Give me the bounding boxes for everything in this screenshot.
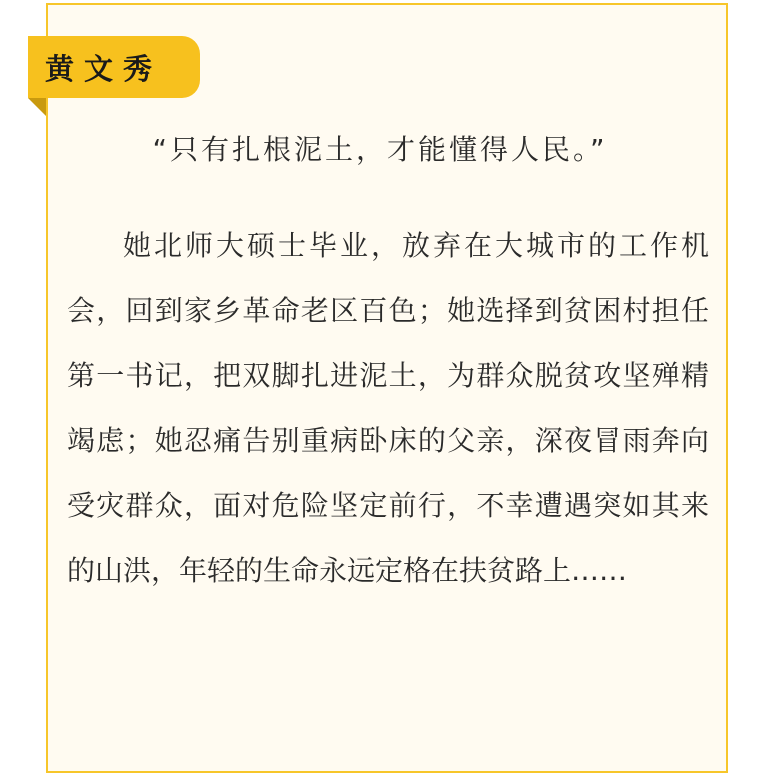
biography-paragraph: 她北师大硕士毕业，放弃在大城市的工作机会，回到家乡革命老区百色；她选择到贫困村担任第一书记，把双脚扎进泥土，为群众脱贫攻坚殚精竭虑；她忍痛告别重病卧床的父亲，深夜冒雨奔向受灾群众，面对危险坚定前行，不幸遭遇突如其来的山洪，年轻的生命永远定格在扶贫路上…… [67, 229, 709, 587]
person-name: 黄文秀 [45, 51, 163, 86]
quote-text: “只有扎根泥土，才能懂得人民。” [152, 133, 608, 166]
name-tag [28, 36, 200, 98]
name-tag-fold [28, 98, 46, 116]
